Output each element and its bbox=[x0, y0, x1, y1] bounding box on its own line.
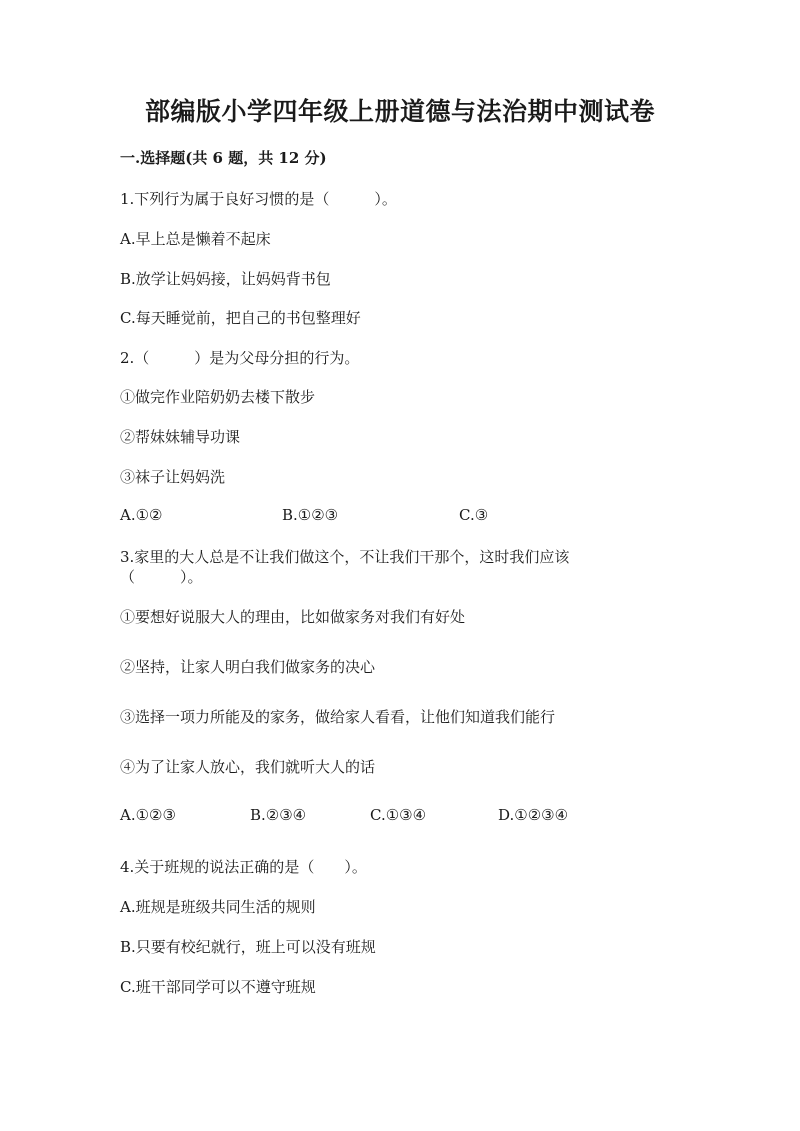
question-3-statement-3: ③选择一项力所能及的家务，做给家人看看，让他们知道我们能行 bbox=[120, 708, 556, 726]
question-4-stem: 4.关于班规的说法正确的是（ ）。 bbox=[120, 858, 367, 876]
question-4-option-b: B.只要有校纪就行，班上可以没有班规 bbox=[120, 938, 376, 956]
question-3-statement-2: ②坚持，让家人明白我们做家务的决心 bbox=[120, 658, 376, 676]
question-3-statement-4: ④为了让家人放心，我们就听大人的话 bbox=[120, 758, 376, 776]
section-heading: 一.选择题(共 6 题，共 12 分) bbox=[120, 149, 327, 167]
question-3-stem-line-2: （ ）。 bbox=[120, 568, 203, 586]
question-2-option-a: A.①② bbox=[120, 506, 163, 524]
question-3-option-a: A.①②③ bbox=[120, 806, 176, 824]
question-3-statement-1: ①要想好说服大人的理由，比如做家务对我们有好处 bbox=[120, 608, 466, 626]
page-title: 部编版小学四年级上册道德与法治期中测试卷 bbox=[144, 97, 655, 126]
question-1-option-c: C.每天睡觉前，把自己的书包整理好 bbox=[120, 309, 361, 327]
question-1-option-a: A.早上总是懒着不起床 bbox=[120, 230, 271, 248]
question-2-statement-3: ③袜子让妈妈洗 bbox=[120, 468, 226, 486]
question-2-statement-2: ②帮妹妹辅导功课 bbox=[120, 428, 241, 446]
question-2-option-b: B.①②③ bbox=[282, 506, 339, 524]
question-4-option-a: A.班规是班级共同生活的规则 bbox=[120, 898, 316, 916]
question-3-stem-line-1: 3.家里的大人总是不让我们做这个，不让我们干那个，这时我们应该 bbox=[120, 548, 570, 566]
question-2-stem: 2.（ ）是为父母分担的行为。 bbox=[120, 349, 360, 367]
question-3-option-b: B.②③④ bbox=[250, 806, 307, 824]
question-1-option-b: B.放学让妈妈接，让妈妈背书包 bbox=[120, 270, 331, 288]
question-2-statement-1: ①做完作业陪奶奶去楼下散步 bbox=[120, 388, 316, 406]
question-1-stem: 1.下列行为属于良好习惯的是（ ）。 bbox=[120, 190, 397, 208]
question-3-option-c: C.①③④ bbox=[370, 806, 427, 824]
question-3-option-d: D.①②③④ bbox=[498, 806, 569, 824]
question-4-option-c: C.班干部同学可以不遵守班规 bbox=[120, 978, 316, 996]
question-2-option-c: C.③ bbox=[459, 506, 489, 524]
